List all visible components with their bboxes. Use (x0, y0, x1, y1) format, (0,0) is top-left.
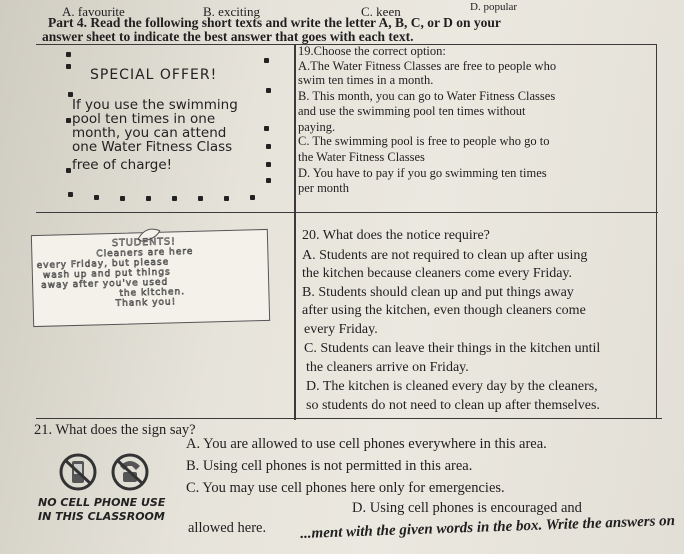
special-offer-title: SPECIAL OFFER! (90, 67, 218, 83)
q20-line-3: B. Students should clean up and put things away (302, 285, 574, 300)
next-part-instruction-cut: ...ment with the given words in the box. Write the answers on (300, 512, 676, 542)
table-row-divider-1 (36, 212, 658, 213)
q20-line-7: the cleaners arrive on Friday. (306, 360, 469, 375)
students-notice-title: STUDENTS! (111, 236, 177, 249)
no-cell-phone-sign (34, 452, 174, 530)
q21-option-a: A. You are allowed to use cell phones everywhere in this area. (186, 436, 547, 452)
no-phone-icon (56, 452, 100, 492)
students-notice-line-4: away after you've used (41, 277, 169, 291)
option-b-exciting: B. exciting (203, 4, 261, 19)
no-talking-phone-icon (108, 452, 152, 492)
sign-line-2: IN THIS CLASSROOM (38, 510, 165, 523)
q19-line-7: the Water Fitness Classes (298, 150, 425, 164)
table-right-edge (656, 44, 657, 419)
q20-line-2: the kitchen because cleaners come every Friday. (302, 266, 573, 281)
table-vertical-divider (294, 44, 296, 420)
offer-line-2: pool ten times in one (72, 111, 216, 127)
q21-option-c: C. You may use cell phones here only for emergencies. (186, 480, 505, 496)
part4-heading-line1: Part 4. Read the following short texts and write the letter A, B, C, or D on your (48, 15, 501, 30)
offer-line-1: If you use the swimming (72, 97, 238, 113)
students-notice (31, 229, 270, 327)
part4-heading-line2: answer sheet to indicate the best answer that goes with each text. (42, 29, 414, 44)
q20-line-1: A. Students are not required to clean up after using (302, 248, 588, 263)
students-notice-line-2: every Friday, but please (36, 257, 170, 271)
table-row-divider-2 (36, 418, 662, 419)
q21-option-d: D. Using cell phones is encouraged and (352, 500, 582, 516)
sign-line-1: NO CELL PHONE USE (38, 496, 166, 509)
q19-line-9: per month (298, 181, 350, 195)
q20-stem: 20. What does the notice require? (302, 228, 490, 243)
offer-line-4: one Water Fitness Class (72, 139, 233, 155)
q21-option-b: B. Using cell phones is not permitted in this area. (186, 458, 473, 474)
students-notice-line-3: wash up and put things (42, 267, 171, 281)
q19-stem: 19.Choose the correct option: (298, 44, 446, 58)
q19-line-3: B. This month, you can go to Water Fitness Classes (298, 89, 556, 103)
q19-line-2: swim ten times in a month. (298, 73, 434, 87)
offer-line-3: month, you can attend (72, 125, 227, 141)
option-d-popular: D. popular (470, 1, 518, 13)
students-notice-line-5: the kitchen. (119, 287, 186, 299)
q20-line-5: every Friday. (304, 322, 378, 337)
q20-line-6: C. Students can leave their things in the kitchen until (304, 341, 601, 356)
students-notice-line-6: Thank you! (115, 297, 177, 309)
offer-line-5: free of charge! (72, 157, 173, 173)
q21-stem: 21. What does the sign say? (34, 422, 196, 438)
q20-line-8: D. The kitchen is cleaned every day by the cleaners, (306, 379, 598, 394)
q19-line-5: paying. (298, 120, 336, 134)
q20-line-4: after using the kitchen, even though cleaners come (302, 303, 586, 318)
option-c-keen: C. keen (361, 4, 401, 19)
q19-line-8: D. You have to pay if you go swimming ten times (298, 166, 547, 180)
q19-line-1: A.The Water Fitness Classes are free to people who (298, 59, 557, 73)
option-a-favourite: A. favourite (62, 4, 125, 19)
q20-line-9: so students do not need to clean up after themselves. (306, 398, 600, 413)
q21-option-d-continued: allowed here. (188, 520, 267, 536)
q19-line-4: and use the swimming pool ten times without (298, 104, 526, 118)
q19-line-6: C. The swimming pool is free to people who go to (298, 134, 550, 148)
students-notice-line-1: Cleaners are here (96, 246, 194, 260)
